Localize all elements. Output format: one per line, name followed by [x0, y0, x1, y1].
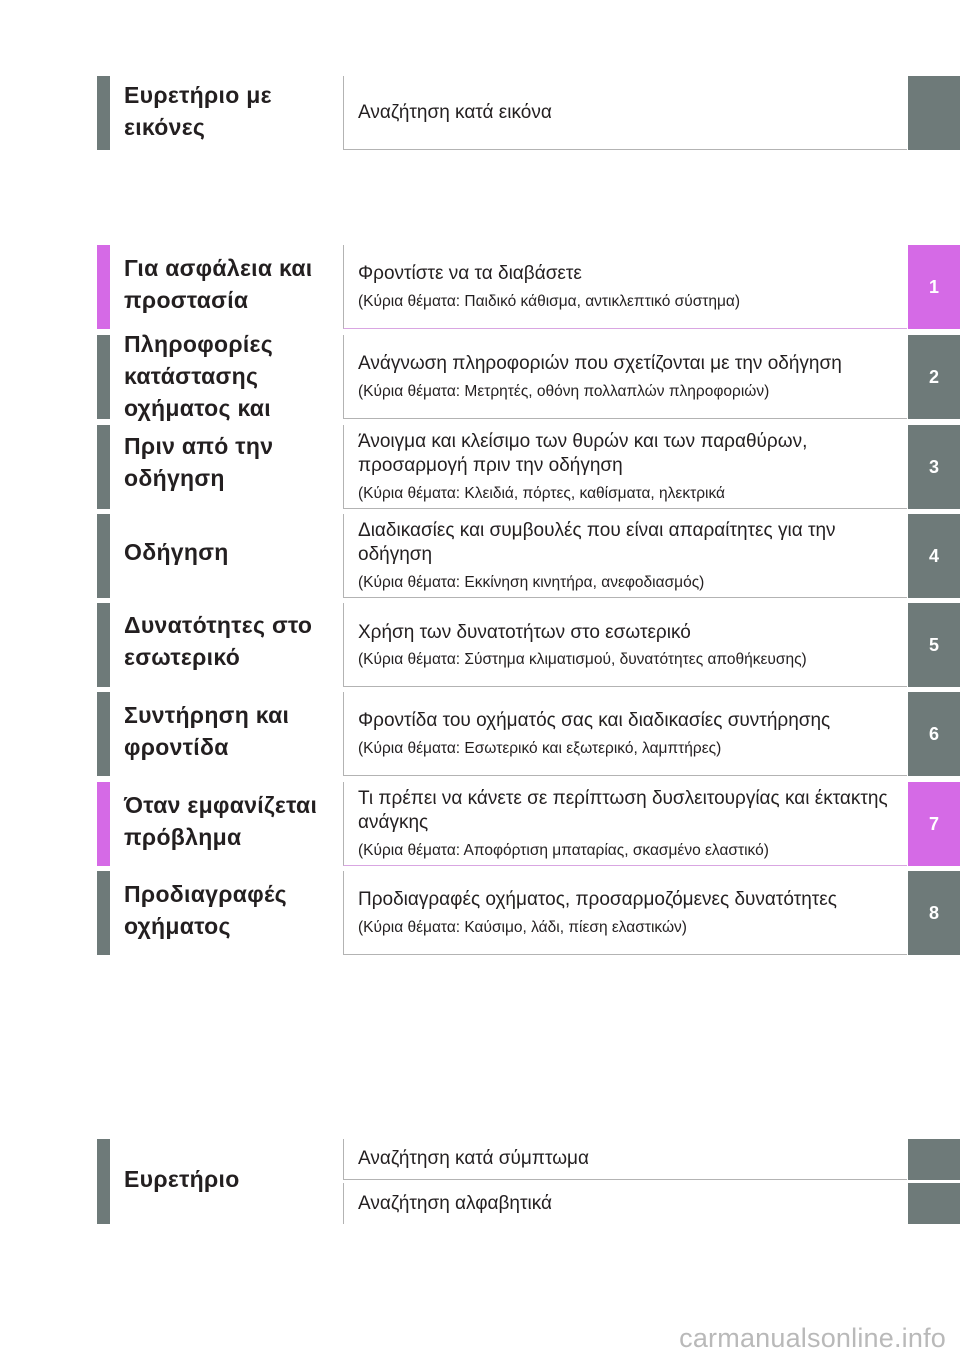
chapter-title: Για ασφάλεια και προστασία: [124, 255, 313, 313]
section-tab[interactable]: [908, 76, 960, 150]
section-description-box: [343, 76, 907, 150]
chapter-description-box: [343, 782, 907, 866]
chapter-bar: [97, 245, 110, 329]
chapter-topics: (Κύρια θέματα: Αποφόρτιση μπαταρίας, σκασμένο ελαστικό): [358, 842, 769, 859]
chapter-topics: (Κύρια θέματα: Μετρητές, οθόνη πολλαπλών πληροφοριών): [358, 383, 770, 400]
chapter-row-7[interactable]: [0, 782, 960, 866]
chapter-bar: [97, 514, 110, 598]
chapter-title: Οδήγηση: [124, 539, 229, 565]
chapter-description-box: [343, 871, 907, 955]
chapter-description-box: [343, 425, 907, 509]
index-section: [0, 1139, 960, 1224]
chapter-description: Άνοιγμα και κλείσιμο των θυρών και των παραθύρων, προσαρμογή πριν την οδήγηση: [358, 431, 808, 476]
chapter-topics: (Κύρια θέματα: Καύσιμο, λάδι, πίεση ελαστικών): [358, 919, 687, 936]
chapter-bar: [97, 335, 110, 419]
chapter-description-box: [343, 603, 907, 687]
chapter-tab-2[interactable]: 2: [908, 335, 960, 419]
chapter-bar: [97, 871, 110, 955]
index-title: Ευρετήριο: [124, 1166, 240, 1192]
chapter-description: Προδιαγραφές οχήματος, προσαρμοζόμενες δυνατότητες: [358, 889, 837, 910]
chapter-tab-4[interactable]: 4: [908, 514, 960, 598]
chapter-bar: [97, 692, 110, 776]
chapter-tab-7[interactable]: 7: [908, 782, 960, 866]
chapter-description: Φροντίδα του οχήματός σας και διαδικασίες συντήρησης: [358, 710, 831, 731]
chapter-row-6[interactable]: [0, 692, 960, 776]
chapter-title: Πληροφορίες κατάστασης οχήματος και: [124, 331, 274, 421]
chapter-description-box: [343, 514, 907, 598]
chapter-description: Χρήση των δυνατοτήτων στο εσωτερικό: [358, 621, 691, 643]
index-tab-alphabetical[interactable]: [908, 1183, 960, 1224]
chapter-topics: (Κύρια θέματα: Εσωτερικό και εξωτερικό, λαμπτήρες): [358, 740, 722, 757]
index-item-alphabetical[interactable]: [0, 1183, 960, 1224]
chapter-tab-8[interactable]: 8: [908, 871, 960, 955]
chapter-description-box: [343, 692, 907, 776]
chapter-tab-6[interactable]: 6: [908, 692, 960, 776]
chapter-title: Δυνατότητες στο εσωτερικό: [124, 612, 313, 670]
index-item-box: [343, 1183, 907, 1224]
chapter-description: Ανάγνωση πληροφοριών που σχετίζονται με την οδήγηση: [358, 353, 842, 374]
chapter-row-1[interactable]: [0, 245, 960, 329]
chapter-tab-1[interactable]: 1: [908, 245, 960, 329]
chapter-title: Όταν εμφανίζεται πρόβλημα: [124, 792, 318, 850]
chapter-description: Διαδικασίες και συμβουλές που είναι απαραίτητες για την οδήγηση: [358, 520, 836, 565]
section-bar: [97, 76, 110, 150]
section-title: Ευρετήριο με εικόνες: [124, 82, 272, 140]
chapter-title: Συντήρηση και φροντίδα: [124, 702, 290, 760]
index-tab-symptom[interactable]: [908, 1139, 960, 1180]
chapter-topics: (Κύρια θέματα: Παιδικό κάθισμα, αντικλεπτικό σύστημα): [358, 293, 741, 310]
index-item-symptom[interactable]: [0, 1139, 960, 1180]
chapter-bar: [97, 782, 110, 866]
chapter-row-8[interactable]: [0, 871, 960, 955]
chapter-bar: [97, 603, 110, 687]
section-description: Αναζήτηση κατά εικόνα: [358, 101, 552, 123]
chapter-description-box: [343, 335, 907, 419]
pictorial-index-row[interactable]: [0, 76, 960, 150]
index-item-box: [343, 1139, 907, 1180]
chapter-tab-5[interactable]: 5: [908, 603, 960, 687]
chapter-title: Πριν από την οδήγηση: [124, 433, 274, 491]
chapter-bar: [97, 425, 110, 509]
index-item-label: Αναζήτηση αλφαβητικά: [358, 1192, 552, 1214]
chapter-row-3[interactable]: [0, 425, 960, 509]
chapter-row-5[interactable]: [0, 603, 960, 687]
watermark-text: carmanualsonline.info: [679, 1323, 946, 1353]
chapter-description: Φροντίστε να τα διαβάσετε: [358, 263, 582, 284]
chapter-row-2[interactable]: [0, 331, 960, 421]
chapter-description: Τι πρέπει να κάνετε σε περίπτωση δυσλειτουργίας και έκτακτης ανάγκης: [358, 788, 888, 833]
chapter-row-4[interactable]: [0, 514, 960, 598]
chapter-tab-3[interactable]: 3: [908, 425, 960, 509]
chapter-topics: (Κύρια θέματα: Εκκίνηση κινητήρα, ανεφοδιασμός): [358, 574, 705, 591]
chapter-topics: (Κύρια θέματα: Σύστημα κλιματισμού, δυνατότητες αποθήκευσης): [358, 650, 807, 668]
index-item-label: Αναζήτηση κατά σύμπτωμα: [358, 1148, 589, 1169]
chapter-title: Προδιαγραφές οχήματος: [124, 881, 287, 939]
chapter-description-box: [343, 245, 907, 329]
chapter-topics: (Κύρια θέματα: Κλειδιά, πόρτες, καθίσματα, ηλεκτρικά: [358, 485, 725, 502]
